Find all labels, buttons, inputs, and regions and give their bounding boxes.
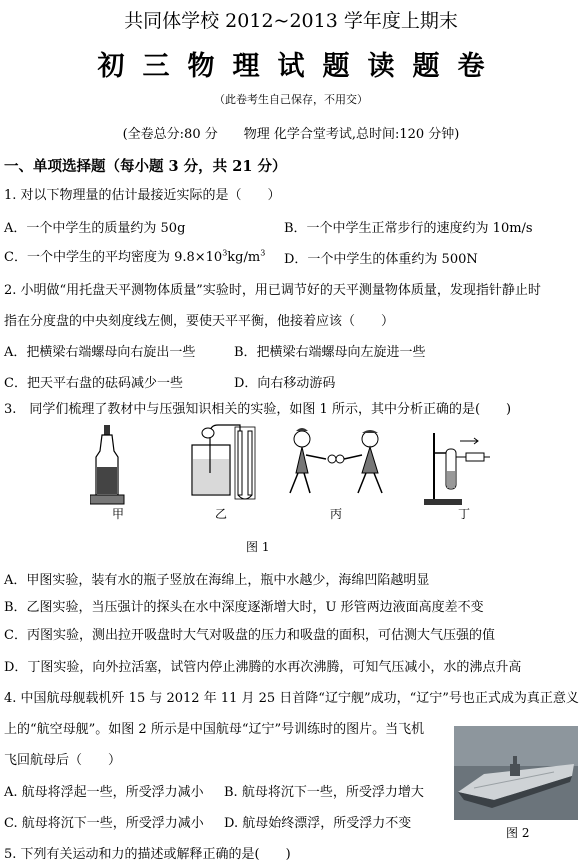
figure-1-caption: 图 1 [246, 540, 270, 554]
q1-option-d: D．一个中学生的体重约为 500N [284, 252, 478, 267]
q1-option-c-exp: 3 [222, 248, 228, 258]
q3-option-c: C．丙图实验，测出拉开吸盘时大气对吸盘的压力和吸盘的面积，可估测大气压强的值 [4, 628, 495, 643]
figure-label-ding: 丁 [458, 507, 471, 521]
test-tube-syringe-figure [424, 433, 490, 505]
page-title: 初三物理试题读题卷 [97, 51, 503, 82]
q1-option-c [4, 246, 265, 265]
q4-stem-line1: 4. 中国航母舰载机歼 15 与 2012 年 11 月 25 日首降“辽宁舰”成功，“辽宁”号也正式成为真正意义 [4, 691, 579, 706]
q4-option-d: D. 航母始终漂浮，所受浮力不变 [224, 816, 412, 831]
exam-note: （此卷考生自己保存，不用交） [214, 93, 368, 106]
pressure-gauge-figure [192, 425, 255, 499]
exam-info: (全卷总分:80 分 物理 化学合堂考试,总时间:120 分钟) [122, 127, 460, 142]
q5-stem: 5. 下列有关运动和力的描述或解释正确的是( ) [4, 847, 291, 862]
q2-option-b: B．把横梁右端螺母向左旋进一些 [234, 345, 426, 360]
q3-stem: 3. 同学们梳理了教材中与压强知识相关的实验，如图 1 所示，其中分析正确的是( ) [4, 402, 512, 417]
q1-option-b: B．一个中学生正常步行的速度约为 10m/s [284, 221, 533, 236]
figure-2-caption: 图 2 [506, 826, 530, 840]
q2-option-c: C．把天平右盘的砝码减少一些 [4, 376, 183, 391]
q3-option-b: B．乙图实验，当压强计的探头在水中深度逐渐增大时，U 形管两边液面高度差不变 [4, 600, 484, 615]
q1-option-c-unit: kg/m [227, 250, 261, 265]
q3-option-d: D．丁图实验，向外拉活塞，试管内停止沸腾的水再次沸腾，可知气压减小，水的沸点升高 [4, 660, 522, 675]
figure-label-jia: 甲 [112, 507, 125, 521]
figure-1-illustration [90, 423, 490, 515]
aircraft-carrier-photo [454, 726, 578, 820]
section-title: 一、单项选择题（每小题 3 分，共 21 分） [4, 158, 287, 175]
q1-option-c-text: C．一个中学生的平均密度为 9.8×10 [4, 250, 223, 265]
children-pulling-figure [290, 428, 382, 493]
q4-option-c: C. 航母将沉下一些，所受浮力减小 [4, 816, 204, 831]
q2-option-d: D．向右移动游码 [234, 376, 336, 391]
q4-stem-line3: 飞回航母后（ ） [4, 753, 122, 768]
q1-option-c-unit-exp: 3 [260, 248, 266, 258]
figure-label-yi: 乙 [215, 507, 228, 521]
q3-option-a: A．甲图实验，装有水的瓶子竖放在海绵上，瓶中水越少，海绵凹陷越明显 [4, 573, 430, 588]
bottle-on-sponge-figure [90, 425, 124, 504]
q4-option-a: A. 航母将浮起一些，所受浮力减小 [4, 785, 204, 800]
q4-stem-line2: 上的“航空母舰”。如图 2 所示是中国航母“辽宁”号训练时的图片。当飞机 [4, 722, 425, 737]
school-title: 共同体学校 2012~2013 学年度上期末 [124, 10, 458, 32]
q2-stem-line1: 2. 小明做“用托盘天平测物体质量”实验时，用已调节好的天平测量物体质量，发现指针静止时 [4, 283, 541, 298]
q2-stem-line2: 指在分度盘的中央刻度线左侧，要使天平平衡，他接着应该（ ） [4, 314, 395, 329]
q4-option-b: B. 航母将沉下一些，所受浮力增大 [224, 785, 424, 800]
q1-option-a: A．一个中学生的质量约为 50g [4, 221, 186, 236]
q2-option-a: A．把横梁右端螺母向右旋出一些 [4, 345, 196, 360]
figure-label-bing: 丙 [330, 507, 343, 521]
q1-stem: 1. 对以下物理量的估计最接近实际的是（ ） [4, 188, 281, 203]
